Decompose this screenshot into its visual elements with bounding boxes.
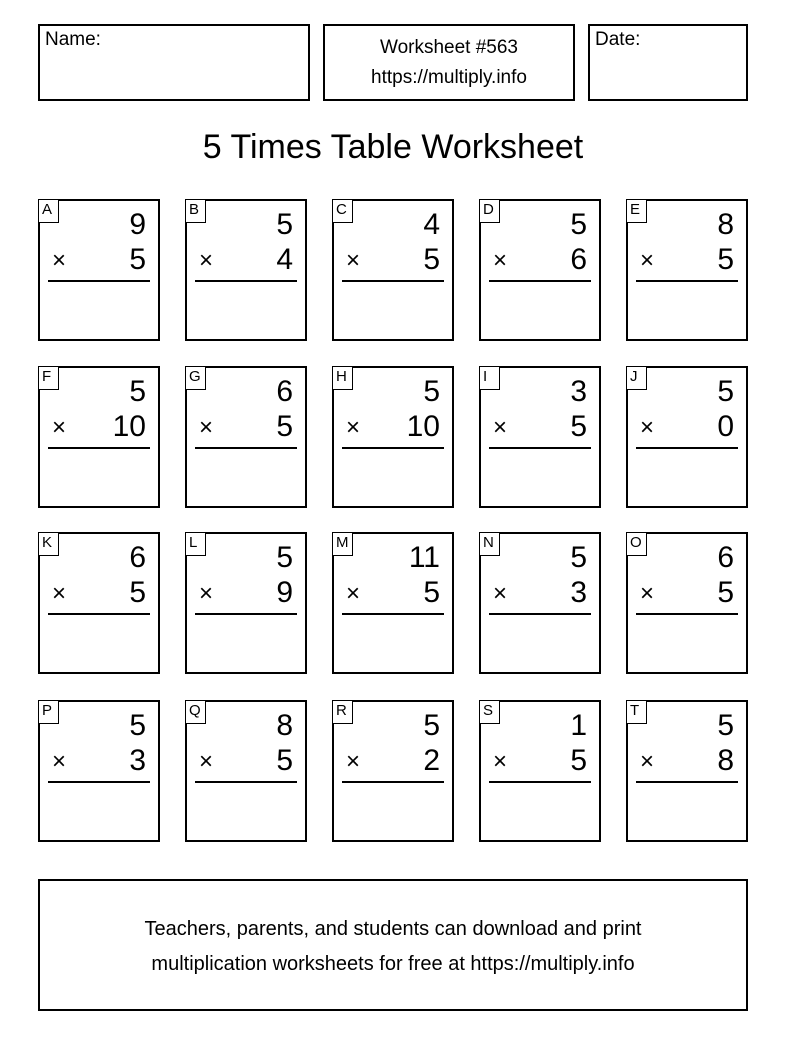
problem-letter: J: [626, 366, 647, 390]
problem-g[interactable]: [185, 366, 307, 508]
answer-line: [636, 781, 738, 783]
answer-line: [195, 280, 297, 282]
multiplicand: 5: [423, 709, 440, 742]
answer-line: [48, 781, 150, 783]
problem-letter: S: [479, 700, 500, 724]
multiplier: 3: [129, 744, 146, 777]
footer-line-2: multiplication worksheets for free at https://multiply.info: [151, 953, 635, 975]
multiplier: 5: [129, 243, 146, 276]
name-label: Name:: [45, 29, 101, 50]
problem-letter: N: [479, 532, 500, 556]
problem-letter: H: [332, 366, 353, 390]
multiplier: 5: [276, 410, 293, 443]
answer-line: [342, 613, 444, 615]
multiplicand: 5: [129, 375, 146, 408]
multiplier: 5: [717, 576, 734, 609]
problem-o[interactable]: [626, 532, 748, 674]
multiplicand: 5: [717, 709, 734, 742]
multiplicand: 5: [276, 541, 293, 574]
answer-line: [636, 613, 738, 615]
multiplicand: 4: [423, 208, 440, 241]
multiplicand: 5: [570, 208, 587, 241]
times-sign: ×: [199, 414, 214, 441]
multiplicand: 5: [570, 541, 587, 574]
answer-line: [489, 781, 591, 783]
date-label: Date:: [595, 29, 641, 50]
times-sign: ×: [199, 247, 214, 274]
answer-line: [342, 280, 444, 282]
times-sign: ×: [199, 748, 214, 775]
times-sign: ×: [346, 748, 361, 775]
times-sign: ×: [640, 414, 655, 441]
multiplier: 10: [112, 410, 146, 443]
answer-line: [195, 613, 297, 615]
times-sign: ×: [52, 414, 67, 441]
problem-letter: G: [185, 366, 206, 390]
multiplicand: 5: [717, 375, 734, 408]
problem-f[interactable]: [38, 366, 160, 508]
multiplier: 5: [276, 744, 293, 777]
problem-q[interactable]: [185, 700, 307, 842]
problem-n[interactable]: [479, 532, 601, 674]
answer-line: [195, 781, 297, 783]
multiplicand: 9: [129, 208, 146, 241]
times-sign: ×: [640, 580, 655, 607]
problem-s[interactable]: [479, 700, 601, 842]
multiplier: 9: [276, 576, 293, 609]
times-sign: ×: [52, 247, 67, 274]
times-sign: ×: [640, 247, 655, 274]
problem-j[interactable]: [626, 366, 748, 508]
problem-letter: D: [479, 199, 500, 223]
problem-letter: T: [626, 700, 647, 724]
answer-line: [636, 447, 738, 449]
answer-line: [195, 447, 297, 449]
multiplicand: 1: [570, 709, 587, 742]
multiplier: 0: [717, 410, 734, 443]
multiplier: 10: [406, 410, 440, 443]
problem-m[interactable]: [332, 532, 454, 674]
problem-letter: B: [185, 199, 206, 223]
multiplicand: 6: [717, 541, 734, 574]
problem-letter: A: [38, 199, 59, 223]
answer-line: [489, 447, 591, 449]
multiplier: 5: [570, 410, 587, 443]
problem-letter: Q: [185, 700, 206, 724]
problem-letter: K: [38, 532, 59, 556]
page-title: 5 Times Table Worksheet: [202, 128, 584, 166]
multiplicand: 6: [129, 541, 146, 574]
answer-line: [489, 613, 591, 615]
problem-b[interactable]: [185, 199, 307, 341]
date-field[interactable]: [588, 24, 748, 101]
multiplier: 6: [570, 243, 587, 276]
problem-letter: O: [626, 532, 647, 556]
answer-line: [489, 280, 591, 282]
problem-h[interactable]: [332, 366, 454, 508]
times-sign: ×: [346, 414, 361, 441]
problem-letter: R: [332, 700, 353, 724]
problem-letter: M: [332, 532, 353, 556]
multiplier: 5: [570, 744, 587, 777]
problem-p[interactable]: [38, 700, 160, 842]
times-sign: ×: [493, 580, 508, 607]
problem-letter: F: [38, 366, 59, 390]
problem-d[interactable]: [479, 199, 601, 341]
multiplier: 5: [129, 576, 146, 609]
multiplicand: 5: [276, 208, 293, 241]
multiplicand: 6: [276, 375, 293, 408]
multiplicand: 8: [717, 208, 734, 241]
multiplier: 5: [717, 243, 734, 276]
multiplier: 2: [423, 744, 440, 777]
times-sign: ×: [52, 748, 67, 775]
problem-letter: C: [332, 199, 353, 223]
times-sign: ×: [199, 580, 214, 607]
answer-line: [48, 613, 150, 615]
multiplier: 4: [276, 243, 293, 276]
multiplier: 3: [570, 576, 587, 609]
multiplier: 5: [423, 576, 440, 609]
name-field[interactable]: [38, 24, 310, 101]
multiplicand: 3: [570, 375, 587, 408]
multiplicand: 5: [129, 709, 146, 742]
times-sign: ×: [346, 580, 361, 607]
problem-letter: E: [626, 199, 647, 223]
times-sign: ×: [493, 748, 508, 775]
problem-t[interactable]: [626, 700, 748, 842]
multiplier: 8: [717, 744, 734, 777]
multiplicand: 8: [276, 709, 293, 742]
problem-c[interactable]: [332, 199, 454, 341]
footer-line-1: Teachers, parents, and students can download and print: [144, 918, 642, 940]
problem-letter: P: [38, 700, 59, 724]
problem-letter: I: [479, 366, 500, 390]
multiplicand: 11: [408, 541, 440, 574]
problem-i[interactable]: [479, 366, 601, 508]
problem-letter: L: [185, 532, 206, 556]
problem-e[interactable]: [626, 199, 748, 341]
footer-box: [38, 879, 748, 1011]
worksheet-number: Worksheet #563: [379, 36, 518, 58]
times-sign: ×: [640, 748, 655, 775]
problem-l[interactable]: [185, 532, 307, 674]
multiplier: 5: [423, 243, 440, 276]
times-sign: ×: [493, 247, 508, 274]
answer-line: [48, 280, 150, 282]
times-sign: ×: [346, 247, 361, 274]
answer-line: [636, 280, 738, 282]
answer-line: [48, 447, 150, 449]
times-sign: ×: [52, 580, 67, 607]
problem-r[interactable]: [332, 700, 454, 842]
problem-k[interactable]: [38, 532, 160, 674]
answer-line: [342, 447, 444, 449]
worksheet-url: https://multiply.info: [371, 66, 527, 88]
answer-line: [342, 781, 444, 783]
worksheet-info-box: [323, 24, 575, 101]
times-sign: ×: [493, 414, 508, 441]
multiplicand: 5: [423, 375, 440, 408]
problem-a[interactable]: [38, 199, 160, 341]
